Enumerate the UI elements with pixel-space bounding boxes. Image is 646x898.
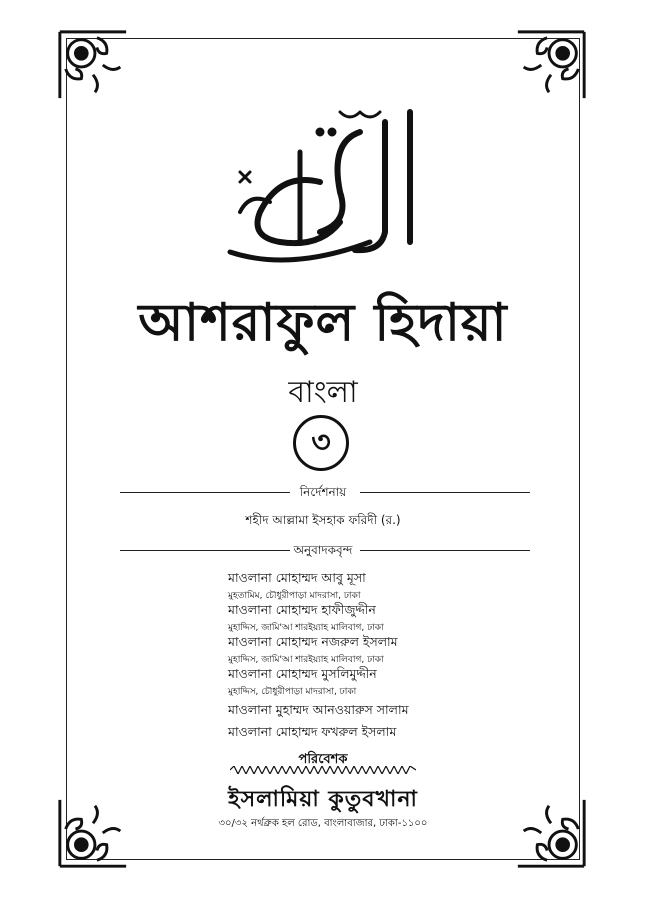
translator-name: মাওলানা মুহাম্মদ আনওয়ারুস সালাম [228, 702, 409, 717]
translator-role: মুহতামিম, চৌধুরীপাড়া মাদরাসা, ঢাকা [228, 591, 361, 601]
translator-name: মাওলানা মোহাম্মদ হাফীজুদ্দীন [228, 602, 376, 617]
distributor-label: পরিবেশক [298, 752, 348, 767]
translators-heading: অনুবাদকবৃন্দ [293, 543, 353, 557]
book-title: আশরাফুল হিদায়া [138, 293, 508, 353]
volume-number: ৩ [311, 424, 331, 460]
translator-role: মুহাদ্দিস, জামি'আ শারইয়্যাহ মালিবাগ, ঢাকা [228, 623, 384, 633]
publisher-name: ইসলামিয়া কুতুবখানা [228, 787, 418, 812]
corner-ornament-top-left [54, 26, 132, 104]
translator-name: মাওলানা মোহাম্মদ আবু মূসা [228, 570, 366, 585]
publisher-address: ৩০/৩২ নর্থব্রুক হল রোড, বাংলাবাজার, ঢাকা-১১০০ [218, 818, 428, 829]
guidance-heading: নির্দেশনায় [299, 485, 347, 499]
arabic-calligraphy-title [200, 92, 450, 272]
translator-name: মাওলানা মোহাম্মদ নজরুল ইসলাম [228, 634, 398, 649]
corner-ornament-top-right [512, 26, 590, 104]
translator-role: মুহাদ্দিস, জামি'আ শারইয়্যাহ মালিবাগ, ঢাকা [228, 655, 384, 665]
volume-number-badge [293, 415, 349, 471]
calligraphy-logo [200, 92, 450, 272]
translator-role: মুহাদ্দিস, চৌধুরীপাড়া মাদরাসা, ঢাকা [228, 687, 357, 697]
language-label: বাংলা [288, 375, 358, 410]
translator-name: মাওলানা মোহাম্মদ ফখরুল ইসলাম [228, 724, 397, 739]
translator-name: মাওলানা মোহাম্মদ মুসলিমুদ্দীন [228, 666, 377, 681]
guidance-name: শহীদ আল্লামা ইসহাক ফরিদী (র.) [245, 513, 401, 527]
decorative-zigzag-divider [230, 766, 416, 774]
